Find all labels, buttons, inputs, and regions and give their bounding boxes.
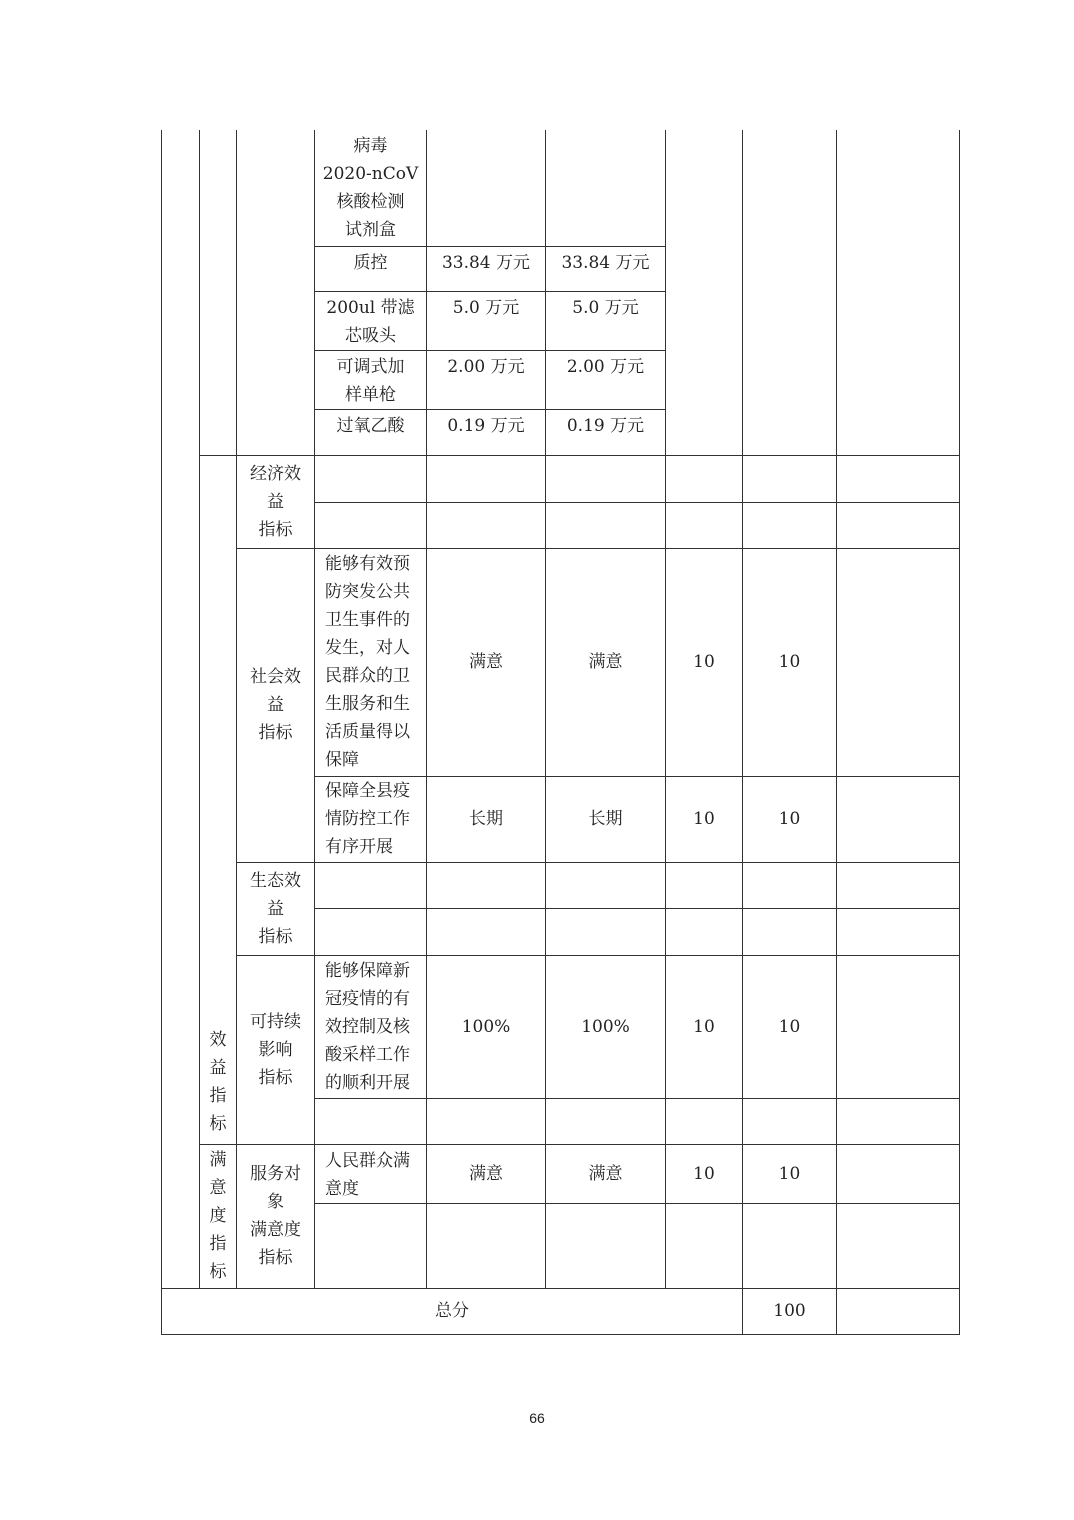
empty-cell	[837, 502, 960, 548]
empty-cell	[546, 1203, 666, 1288]
empty-cell	[666, 862, 743, 908]
score-value: 10	[743, 776, 837, 862]
target-value: 满意	[427, 1144, 546, 1203]
ecological-benefit-label: 生态效 益 指标	[237, 862, 315, 955]
empty-cell	[315, 1098, 427, 1144]
remark-cell	[837, 1288, 960, 1334]
empty-cell	[315, 1203, 427, 1288]
sustainable-impact-label: 可持续 影响 指标	[237, 955, 315, 1144]
actual-value: 100%	[546, 955, 666, 1098]
empty-cell	[427, 502, 546, 548]
empty-cell	[427, 1203, 546, 1288]
remark-cell	[837, 548, 960, 776]
weight-value: 10	[666, 955, 743, 1098]
weight-cell-empty	[666, 130, 743, 455]
target-value: 满意	[427, 548, 546, 776]
actual-value: 0.19 万元	[546, 409, 666, 455]
empty-cell	[546, 908, 666, 955]
empty-cell	[666, 1203, 743, 1288]
actual-value: 5.0 万元	[546, 291, 666, 350]
remark-cell	[837, 1144, 960, 1203]
indicator-content: 人民群众满 意度	[315, 1144, 427, 1203]
benefit-indicator-label: 效 益 指 标	[200, 455, 237, 1144]
empty-cell	[666, 502, 743, 548]
empty-cell	[743, 908, 837, 955]
remark-cell	[837, 955, 960, 1098]
actual-value	[546, 130, 666, 246]
remark-cell	[837, 776, 960, 862]
empty-cell	[837, 908, 960, 955]
target-value: 0.19 万元	[427, 409, 546, 455]
empty-cell	[427, 908, 546, 955]
empty-cell	[546, 1098, 666, 1144]
actual-value: 33.84 万元	[546, 246, 666, 291]
remark-cell-empty	[837, 130, 960, 455]
target-value: 长期	[427, 776, 546, 862]
empty-cell	[666, 908, 743, 955]
empty-cell	[315, 455, 427, 502]
total-score: 100	[743, 1288, 837, 1334]
indicator-content: 能够有效预 防突发公共 卫生事件的 发生，对人 民群众的卫 生服务和生 活质量得以 保障	[315, 548, 427, 776]
indicator-name: 质控	[315, 246, 427, 291]
level1-cell-empty	[162, 130, 200, 1288]
level2-cell-empty	[200, 130, 237, 455]
target-value	[427, 130, 546, 246]
satisfaction-indicator-label: 满 意 度 指 标	[200, 1144, 237, 1288]
empty-cell	[427, 455, 546, 502]
score-value: 10	[743, 1144, 837, 1203]
score-value: 10	[743, 955, 837, 1098]
empty-cell	[743, 1098, 837, 1144]
empty-cell	[427, 1098, 546, 1144]
performance-indicator-table	[161, 130, 960, 1335]
page-number: 66	[529, 1410, 545, 1426]
actual-value: 2.00 万元	[546, 350, 666, 409]
empty-cell	[837, 1098, 960, 1144]
empty-cell	[837, 1203, 960, 1288]
empty-cell	[743, 455, 837, 502]
indicator-name: 200ul 带滤 芯吸头	[315, 291, 427, 350]
indicator-name: 可调式加 样单枪	[315, 350, 427, 409]
level3-cell-empty	[237, 130, 315, 455]
empty-cell	[315, 862, 427, 908]
target-value: 33.84 万元	[427, 246, 546, 291]
economic-benefit-label: 经济效 益 指标	[237, 455, 315, 548]
empty-cell	[743, 502, 837, 548]
total-label: 总分	[162, 1288, 743, 1334]
service-satisfaction-label: 服务对 象 满意度 指标	[237, 1144, 315, 1288]
empty-cell	[743, 1203, 837, 1288]
indicator-name: 过氧乙酸	[315, 409, 427, 455]
empty-cell	[837, 862, 960, 908]
indicator-name: 病毒 2020-nCoV 核酸检测 试剂盒	[315, 130, 427, 246]
empty-cell	[743, 862, 837, 908]
actual-value: 满意	[546, 1144, 666, 1203]
empty-cell	[666, 1098, 743, 1144]
empty-cell	[546, 502, 666, 548]
empty-cell	[315, 502, 427, 548]
empty-cell	[315, 908, 427, 955]
score-cell-empty	[743, 130, 837, 455]
empty-cell	[837, 455, 960, 502]
weight-value: 10	[666, 1144, 743, 1203]
empty-cell	[546, 455, 666, 502]
target-value: 100%	[427, 955, 546, 1098]
weight-value: 10	[666, 776, 743, 862]
social-benefit-label: 社会效 益 指标	[237, 548, 315, 862]
indicator-content: 保障全县疫 情防控工作 有序开展	[315, 776, 427, 862]
actual-value: 长期	[546, 776, 666, 862]
empty-cell	[666, 455, 743, 502]
actual-value: 满意	[546, 548, 666, 776]
indicator-content: 能够保障新 冠疫情的有 效控制及核 酸采样工作 的顺利开展	[315, 955, 427, 1098]
target-value: 5.0 万元	[427, 291, 546, 350]
empty-cell	[546, 862, 666, 908]
empty-cell	[427, 862, 546, 908]
weight-value: 10	[666, 548, 743, 776]
target-value: 2.00 万元	[427, 350, 546, 409]
score-value: 10	[743, 548, 837, 776]
